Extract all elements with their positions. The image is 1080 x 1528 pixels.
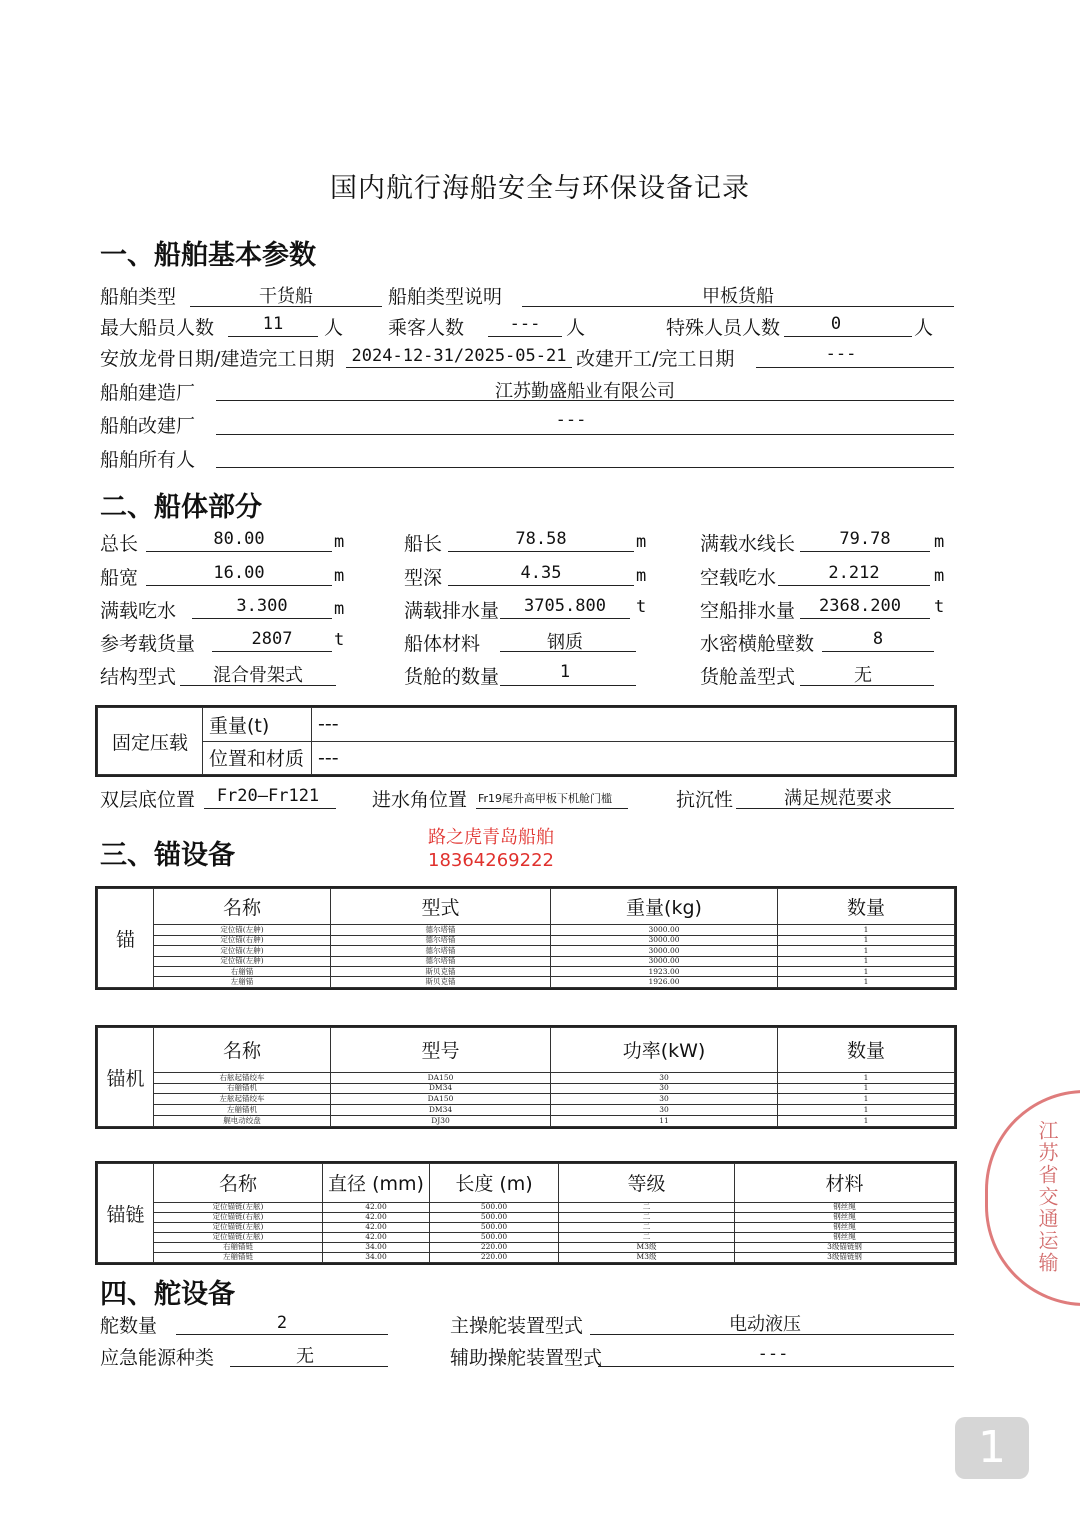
anchor-cell: 1 <box>778 925 955 935</box>
windlass-cell: 11 <box>551 1116 778 1127</box>
double-bottom-line <box>204 808 336 809</box>
light-draft-unit: m <box>934 566 945 586</box>
chain-cell: 钢丝绳 <box>735 1232 955 1242</box>
chain-cell: 定位锚链(左舷) <box>154 1232 323 1242</box>
windlass-cell: 30 <box>551 1094 778 1105</box>
anchor-cell: 1926.00 <box>551 977 778 988</box>
chain-cell: 42.00 <box>323 1212 430 1222</box>
table-row <box>98 1083 955 1094</box>
table-row <box>98 1072 955 1083</box>
full-disp-value: 3705.800 <box>524 596 606 616</box>
ballast-table <box>95 705 957 777</box>
table-row <box>98 925 955 935</box>
windlass-cell: 艉电动绞盘 <box>154 1116 331 1127</box>
anchor-cell: 德尔塔锚 <box>331 925 551 935</box>
anchor-cell: 右艏锚 <box>154 966 331 976</box>
table-row <box>98 977 955 988</box>
special-unit: 人 <box>914 317 934 339</box>
table-row <box>98 935 955 945</box>
ship-type-value: 干货船 <box>259 286 313 307</box>
document-title: 国内航行海船安全与环保设备记录 <box>330 173 750 204</box>
max-crew-label: 最大船员人数 <box>100 317 215 339</box>
windlass-cell: 30 <box>551 1105 778 1116</box>
structure-label: 结构型式 <box>100 666 177 688</box>
passengers-label: 乘客人数 <box>388 317 465 339</box>
anchor-cell: 3000.00 <box>551 946 778 956</box>
light-disp-label: 空船排水量 <box>700 600 796 622</box>
loa-value: 80.00 <box>213 529 265 549</box>
table-row <box>98 1105 955 1116</box>
flood-angle-label: 进水角位置 <box>372 789 468 811</box>
structure-value: 混合骨架式 <box>213 665 303 686</box>
lwl-unit: m <box>934 532 945 552</box>
windlass-cell: 1 <box>778 1116 955 1127</box>
chain-cell: 3级锚链钢 <box>735 1242 955 1252</box>
anchor-header-type: 型式 <box>331 889 551 925</box>
ship-type-label: 船舶类型 <box>100 286 177 308</box>
flood-angle-value: Fr19尾升高甲板下机舱门槛 <box>478 792 613 805</box>
windlass-cell: 1 <box>778 1072 955 1083</box>
anchor-cell: 斯贝克锚 <box>331 977 551 988</box>
chain-cell: 定位锚链(左舷) <box>154 1202 323 1212</box>
chain-cell: 3级锚链钢 <box>735 1252 955 1262</box>
aux-steering-label: 辅助操舵装置型式 <box>450 1347 603 1369</box>
lpp-label: 船长 <box>404 533 443 555</box>
anchor-cell: 定位锚(左舯) <box>154 946 331 956</box>
special-line <box>784 336 912 337</box>
anchor-cell: 1 <box>778 946 955 956</box>
windlass-cell: 右艏锚机 <box>154 1083 331 1094</box>
keel-date-label: 安放龙骨日期/建造完工日期 <box>100 348 335 370</box>
unsinkability-label: 抗沉性 <box>676 789 734 811</box>
windlass-cell: 30 <box>551 1072 778 1083</box>
full-disp-line <box>500 618 630 619</box>
rebuilder-line <box>216 434 954 435</box>
table-row <box>98 1094 955 1105</box>
breadth-label: 船宽 <box>100 567 139 589</box>
lwl-value: 79.78 <box>839 529 891 549</box>
chain-cell: 42.00 <box>323 1202 430 1212</box>
table-row <box>98 1242 955 1252</box>
chain-header-length: 长度 (m) <box>430 1164 559 1203</box>
chain-cell: 42.00 <box>323 1232 430 1242</box>
depth-unit: m <box>636 566 647 586</box>
windlass-cell: 1 <box>778 1083 955 1094</box>
windlass-header-model: 型号 <box>331 1028 551 1073</box>
anchor-header-count: 数量 <box>778 889 955 925</box>
windlass-header-name: 名称 <box>154 1028 331 1073</box>
loa-unit: m <box>334 532 345 552</box>
double-bottom-label: 双层底位置 <box>100 789 196 811</box>
section-anchor: 三、锚设备 <box>100 840 235 871</box>
ballast-position-value: --- <box>312 741 955 775</box>
table-row <box>98 946 955 956</box>
keel-date-value: 2024-12-31/2025-05-21 <box>351 346 567 366</box>
anchor-cell: 1 <box>778 977 955 988</box>
anchor-cell: 3000.00 <box>551 956 778 966</box>
lpp-value: 78.58 <box>515 529 567 549</box>
anchor-header-weight: 重量(kg) <box>551 889 778 925</box>
light-disp-value: 2368.200 <box>819 596 901 616</box>
depth-value: 4.35 <box>520 563 562 583</box>
chain-header-grade: 等级 <box>559 1164 735 1203</box>
windlass-cell: DA150 <box>331 1072 551 1083</box>
windlass-cell: 右舷起锚绞车 <box>154 1072 331 1083</box>
full-draft-unit: m <box>334 599 345 619</box>
chain-cell: 钢丝绳 <box>735 1212 955 1222</box>
ballast-label: 固定压载 <box>98 708 203 775</box>
max-crew-unit: 人 <box>324 317 344 339</box>
chain-cell: M3级 <box>559 1242 735 1252</box>
table-row <box>98 966 955 976</box>
chain-cell: 220.00 <box>430 1242 559 1252</box>
official-seal-text: 江苏省交通运输 <box>1035 1120 1059 1274</box>
max-crew-line <box>228 336 318 337</box>
chain-cell: M3级 <box>559 1252 735 1262</box>
full-draft-value: 3.300 <box>236 596 288 616</box>
anchor-cell: 1 <box>778 966 955 976</box>
breadth-line <box>146 585 332 586</box>
anchor-cell: 定位锚(左舯) <box>154 956 331 966</box>
special-value: 0 <box>830 314 842 334</box>
contact-name: 路之虎青岛船舶 <box>428 827 554 848</box>
chain-cell: 右艏锚链 <box>154 1242 323 1252</box>
chain-header-diameter: 直径 (mm) <box>323 1164 430 1203</box>
rebuilder-label: 船舶改建厂 <box>100 415 196 437</box>
windlass-cell: 左舷起锚绞车 <box>154 1094 331 1105</box>
passengers-line <box>488 336 562 337</box>
table-row <box>98 1252 955 1262</box>
holds-line <box>500 685 636 686</box>
holds-value: 1 <box>559 662 571 682</box>
table-row <box>98 1202 955 1212</box>
chain-cell: 500.00 <box>430 1222 559 1232</box>
rebuild-date-label: 改建开工/完工日期 <box>576 348 735 370</box>
breadth-value: 16.00 <box>213 563 265 583</box>
chain-cell: 二 <box>559 1232 735 1242</box>
anchor-cell: 定位锚(右舯) <box>154 935 331 945</box>
anchor-cell: 1 <box>778 956 955 966</box>
unsinkability-value: 满足规范要求 <box>784 788 892 809</box>
ballast-position-label: 位置和材质 <box>203 741 312 775</box>
passengers-unit: 人 <box>566 317 586 339</box>
windlass-cell: 左艏锚机 <box>154 1105 331 1116</box>
rebuild-date-value: --- <box>825 344 857 364</box>
anchor-cell: 定位锚(左舯) <box>154 925 331 935</box>
owner-line <box>216 467 954 468</box>
full-disp-label: 满载排水量 <box>404 600 500 622</box>
windlass-cell: 1 <box>778 1105 955 1116</box>
main-steering-value: 电动液压 <box>729 1314 801 1335</box>
light-disp-line <box>800 618 930 619</box>
material-label: 船体材料 <box>404 633 481 655</box>
windlass-table <box>95 1025 957 1129</box>
chain-cell: 钢丝绳 <box>735 1202 955 1212</box>
anchor-cell: 德尔塔锚 <box>331 956 551 966</box>
material-value: 钢质 <box>547 632 583 653</box>
chain-cell: 220.00 <box>430 1252 559 1262</box>
aux-steering-value: --- <box>757 1344 789 1364</box>
table-row <box>98 956 955 966</box>
chain-header-name: 名称 <box>154 1164 323 1203</box>
windlass-cell: 30 <box>551 1083 778 1094</box>
loa-line <box>146 551 332 552</box>
chain-header-material: 材料 <box>735 1164 955 1203</box>
chain-cell: 二 <box>559 1212 735 1222</box>
chain-cell: 定位锚链(左舷) <box>154 1222 323 1232</box>
flood-angle-line <box>476 808 628 809</box>
loa-label: 总长 <box>100 533 139 555</box>
owner-label: 船舶所有人 <box>100 449 196 471</box>
ref-cargo-label: 参考载货量 <box>100 633 196 655</box>
anchor-header-name: 名称 <box>154 889 331 925</box>
page-number-badge[interactable]: 1 <box>955 1417 1029 1479</box>
ballast-weight-value: --- <box>312 708 955 742</box>
contact-watermark <box>428 826 554 872</box>
ref-cargo-value: 2807 <box>251 629 293 649</box>
rebuild-date-line <box>756 367 954 368</box>
anchor-cell: 斯贝克锚 <box>331 966 551 976</box>
main-steering-label: 主操舵装置型式 <box>450 1315 584 1337</box>
emergency-power-label: 应急能源种类 <box>100 1347 215 1369</box>
table-row <box>98 1116 955 1127</box>
light-draft-value: 2.212 <box>828 563 880 583</box>
chain-cell: 定位锚链(右舷) <box>154 1212 323 1222</box>
full-disp-unit: t <box>636 597 647 617</box>
windlass-cell: DJ30 <box>331 1116 551 1127</box>
section-basic-params: 一、船舶基本参数 <box>100 240 316 271</box>
windlass-cell: 1 <box>778 1094 955 1105</box>
anchor-cell: 3000.00 <box>551 925 778 935</box>
chain-cell: 二 <box>559 1202 735 1212</box>
light-disp-unit: t <box>934 597 945 617</box>
rebuilder-value: --- <box>555 410 587 430</box>
bulkheads-line <box>822 651 934 652</box>
ballast-weight-label: 重量(t) <box>203 708 312 742</box>
ship-type-desc-label: 船舶类型说明 <box>388 286 503 308</box>
chain-cell: 500.00 <box>430 1202 559 1212</box>
table-row <box>98 1212 955 1222</box>
hatch-label: 货舱盖型式 <box>700 666 796 688</box>
windlass-cell: DM34 <box>331 1105 551 1116</box>
hatch-value: 无 <box>854 665 872 686</box>
windlass-header-power: 功率(kW) <box>551 1028 778 1073</box>
ship-type-desc-value: 甲板货船 <box>702 286 774 307</box>
anchor-cell: 德尔塔锚 <box>331 946 551 956</box>
lpp-unit: m <box>636 532 647 552</box>
chain-cell: 34.00 <box>323 1252 430 1262</box>
anchor-cell: 1923.00 <box>551 966 778 976</box>
depth-label: 型深 <box>404 567 443 589</box>
keel-date-line <box>346 367 572 368</box>
special-label: 特殊人员人数 <box>666 317 781 339</box>
chain-cell: 34.00 <box>323 1242 430 1252</box>
anchor-cell: 1 <box>778 935 955 945</box>
anchor-cell: 3000.00 <box>551 935 778 945</box>
anchor-chain-table <box>95 1161 957 1265</box>
max-crew-value: 11 <box>262 314 284 334</box>
rudder-count-value: 2 <box>276 1313 288 1333</box>
ref-cargo-line <box>212 651 332 652</box>
windlass-table-side: 锚机 <box>98 1028 154 1127</box>
anchor-table <box>95 886 957 990</box>
chain-cell: 500.00 <box>430 1232 559 1242</box>
table-row <box>98 1222 955 1232</box>
windlass-header-count: 数量 <box>778 1028 955 1073</box>
lpp-line <box>448 551 634 552</box>
bulkheads-value: 8 <box>872 629 884 649</box>
chain-cell: 500.00 <box>430 1212 559 1222</box>
anchor-table-side: 锚 <box>98 889 154 988</box>
chain-table-side: 锚链 <box>98 1164 154 1263</box>
windlass-cell: DM34 <box>331 1083 551 1094</box>
full-draft-line <box>192 618 332 619</box>
double-bottom-value: Fr20—Fr121 <box>216 786 320 806</box>
anchor-cell: 左艏锚 <box>154 977 331 988</box>
section-rudder: 四、舵设备 <box>100 1279 235 1310</box>
holds-label: 货舱的数量 <box>404 666 500 688</box>
full-draft-label: 满载吃水 <box>100 600 177 622</box>
section-hull: 二、船体部分 <box>100 492 262 523</box>
table-row <box>98 1232 955 1242</box>
light-draft-label: 空载吃水 <box>700 567 777 589</box>
emergency-power-value: 无 <box>296 1346 314 1367</box>
rudder-count-line <box>176 1334 388 1335</box>
chain-cell: 钢丝绳 <box>735 1222 955 1232</box>
breadth-unit: m <box>334 566 345 586</box>
chain-cell: 二 <box>559 1222 735 1232</box>
chain-cell: 42.00 <box>323 1222 430 1232</box>
light-draft-line <box>778 585 930 586</box>
anchor-cell: 德尔塔锚 <box>331 935 551 945</box>
builder-value: 江苏勤盛船业有限公司 <box>495 381 675 402</box>
lwl-label: 满载水线长 <box>700 533 796 555</box>
rudder-count-label: 舵数量 <box>100 1315 158 1337</box>
contact-phone: 18364269222 <box>428 850 554 871</box>
ref-cargo-unit: t <box>334 630 345 650</box>
lwl-line <box>800 551 930 552</box>
chain-cell: 左艏锚链 <box>154 1252 323 1262</box>
aux-steering-line <box>598 1366 954 1367</box>
windlass-cell: DA150 <box>331 1094 551 1105</box>
builder-label: 船舶建造厂 <box>100 382 196 404</box>
passengers-value: --- <box>509 314 541 334</box>
bulkheads-label: 水密横舱壁数 <box>700 633 815 655</box>
depth-line <box>448 585 634 586</box>
